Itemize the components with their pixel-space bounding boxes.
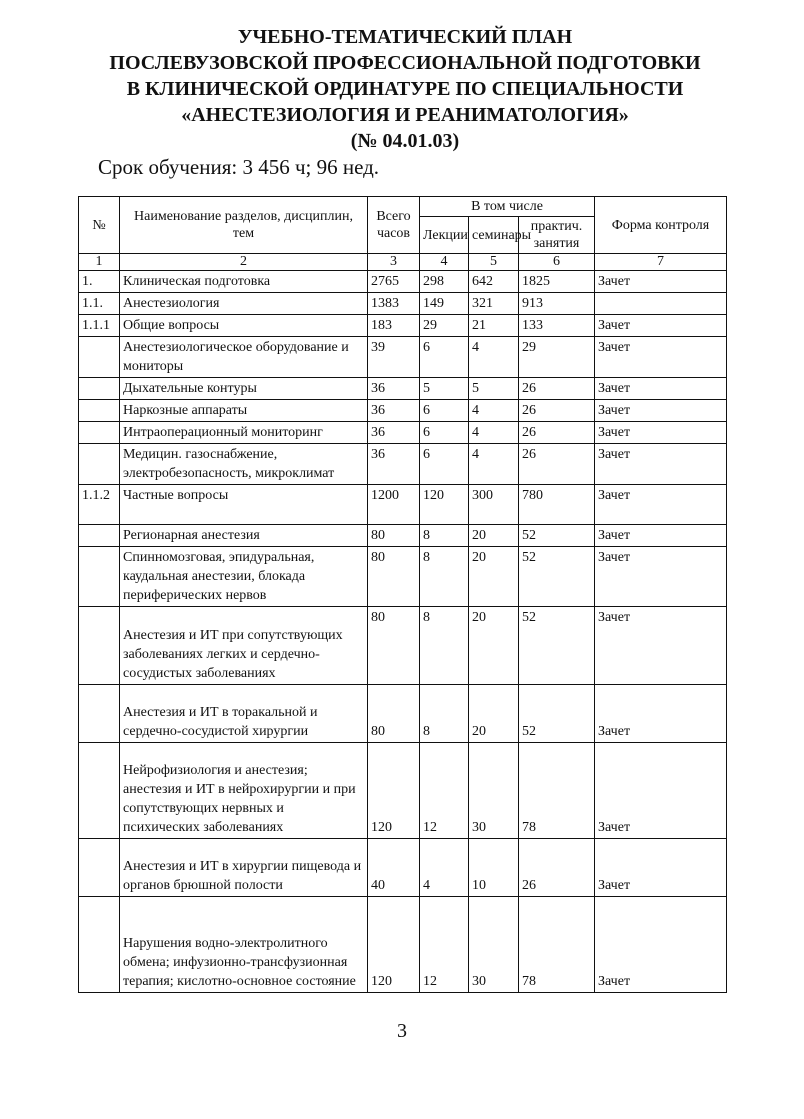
row-name: Нейрофизиология и анестезия; анестезия и ИТ в нейрохирургии и при сопутствующих нервных и психических заболеваниях	[120, 743, 368, 839]
column-number: 4	[420, 254, 469, 271]
table-row	[79, 422, 727, 444]
row-practical: 29	[519, 337, 595, 378]
header-name: Наименование разделов, дисциплин, тем	[120, 197, 368, 254]
row-seminars: 10	[469, 839, 519, 897]
header-lectures: Лекции	[420, 217, 469, 254]
document-title	[60, 24, 750, 154]
row-name: Анестезия и ИТ в хирургии пищевода и органов брюшной полости	[120, 839, 368, 897]
header-control: Форма контроля	[595, 197, 727, 254]
row-control: Зачет	[595, 685, 727, 743]
row-lectures: 8	[420, 547, 469, 607]
row-number	[79, 685, 120, 743]
row-number	[79, 422, 120, 444]
curriculum-table	[78, 196, 727, 993]
row-number	[79, 337, 120, 378]
header-total: Всего часов	[368, 197, 420, 254]
row-number	[79, 547, 120, 607]
table-row	[79, 897, 727, 993]
row-number: 1.1.2	[79, 485, 120, 525]
header-including: В том числе	[420, 197, 595, 217]
row-seminars: 21	[469, 315, 519, 337]
row-control: Зачет	[595, 485, 727, 525]
title-line: УЧЕБНО-ТЕМАТИЧЕСКИЙ ПЛАН	[237, 26, 573, 48]
row-seminars: 20	[469, 525, 519, 547]
row-name: Медицин. газоснабжение, электробезопасность, микроклимат	[120, 444, 368, 485]
row-total: 183	[368, 315, 420, 337]
row-total: 36	[368, 400, 420, 422]
table-row	[79, 444, 727, 485]
row-practical: 52	[519, 685, 595, 743]
row-seminars: 4	[469, 337, 519, 378]
row-lectures: 12	[420, 743, 469, 839]
column-number: 1	[79, 254, 120, 271]
row-seminars: 5	[469, 378, 519, 400]
header-practical: практич. занятия	[519, 217, 595, 254]
study-duration: Срок обучения: 3 456 ч; 96 нед.	[98, 155, 380, 179]
page-number: 3	[397, 1020, 407, 1042]
table-row	[79, 525, 727, 547]
row-total: 39	[368, 337, 420, 378]
row-seminars: 20	[469, 607, 519, 685]
row-control: Зачет	[595, 547, 727, 607]
row-number: 1.1.	[79, 293, 120, 315]
row-control: Зачет	[595, 337, 727, 378]
row-lectures: 5	[420, 378, 469, 400]
column-number: 5	[469, 254, 519, 271]
row-number	[79, 897, 120, 993]
row-practical: 78	[519, 743, 595, 839]
title-line: В КЛИНИЧЕСКОЙ ОРДИНАТУРЕ ПО СПЕЦИАЛЬНОСТИ	[126, 78, 684, 100]
row-lectures: 8	[420, 685, 469, 743]
row-lectures: 12	[420, 897, 469, 993]
row-control: Зачет	[595, 315, 727, 337]
row-seminars: 4	[469, 422, 519, 444]
row-lectures: 6	[420, 337, 469, 378]
table-row	[79, 400, 727, 422]
row-total: 40	[368, 839, 420, 897]
row-practical: 133	[519, 315, 595, 337]
row-control: Зачет	[595, 525, 727, 547]
row-lectures: 29	[420, 315, 469, 337]
row-name: Общие вопросы	[120, 315, 368, 337]
table-row	[79, 485, 727, 525]
row-practical: 52	[519, 607, 595, 685]
row-number: 1.1.1	[79, 315, 120, 337]
table-row	[79, 293, 727, 315]
row-lectures: 4	[420, 839, 469, 897]
table-row	[79, 839, 727, 897]
row-number	[79, 743, 120, 839]
row-lectures: 120	[420, 485, 469, 525]
row-total: 36	[368, 378, 420, 400]
row-total: 36	[368, 422, 420, 444]
table-row	[79, 685, 727, 743]
row-control: Зачет	[595, 422, 727, 444]
row-number	[79, 400, 120, 422]
row-seminars: 4	[469, 444, 519, 485]
row-lectures: 8	[420, 525, 469, 547]
row-name: Дыхательные контуры	[120, 378, 368, 400]
row-number	[79, 444, 120, 485]
row-total: 80	[368, 685, 420, 743]
title-line: ПОСЛЕВУЗОВСКОЙ ПРОФЕССИОНАЛЬНОЙ ПОДГОТОВКИ	[109, 52, 701, 74]
row-seminars: 300	[469, 485, 519, 525]
row-total: 1200	[368, 485, 420, 525]
row-practical: 26	[519, 444, 595, 485]
row-lectures: 6	[420, 444, 469, 485]
column-number: 7	[595, 254, 727, 271]
table-row	[79, 547, 727, 607]
table-row	[79, 607, 727, 685]
row-control: Зачет	[595, 444, 727, 485]
row-seminars: 321	[469, 293, 519, 315]
row-control: Зачет	[595, 897, 727, 993]
row-lectures: 149	[420, 293, 469, 315]
row-lectures: 6	[420, 400, 469, 422]
row-seminars: 4	[469, 400, 519, 422]
row-practical: 26	[519, 378, 595, 400]
row-seminars: 20	[469, 685, 519, 743]
row-number	[79, 378, 120, 400]
row-practical: 1825	[519, 271, 595, 293]
column-number: 6	[519, 254, 595, 271]
row-name: Анестезия и ИТ при сопутствующих заболеваниях легких и сердечно-сосудистых заболеваниях	[120, 607, 368, 685]
header-seminars: семинары	[469, 217, 519, 254]
row-practical: 26	[519, 422, 595, 444]
row-total: 2765	[368, 271, 420, 293]
row-lectures: 298	[420, 271, 469, 293]
row-total: 80	[368, 607, 420, 685]
row-number	[79, 839, 120, 897]
row-practical: 52	[519, 525, 595, 547]
row-name: Интраоперационный мониторинг	[120, 422, 368, 444]
row-control: Зачет	[595, 607, 727, 685]
row-practical: 26	[519, 400, 595, 422]
table-row	[79, 743, 727, 839]
title-line: (№ 04.01.03)	[350, 130, 460, 152]
row-seminars: 30	[469, 897, 519, 993]
table-row	[79, 315, 727, 337]
row-practical: 52	[519, 547, 595, 607]
row-practical: 78	[519, 897, 595, 993]
title-line: «АНЕСТЕЗИОЛОГИЯ И РЕАНИМАТОЛОГИЯ»	[181, 104, 629, 126]
row-practical: 780	[519, 485, 595, 525]
row-total: 1383	[368, 293, 420, 315]
row-total: 80	[368, 525, 420, 547]
row-number	[79, 607, 120, 685]
row-seminars: 30	[469, 743, 519, 839]
row-lectures: 6	[420, 422, 469, 444]
row-control: Зачет	[595, 839, 727, 897]
row-practical: 26	[519, 839, 595, 897]
row-practical: 913	[519, 293, 595, 315]
row-total: 120	[368, 743, 420, 839]
row-name: Клиническая подготовка	[120, 271, 368, 293]
row-control: Зачет	[595, 271, 727, 293]
row-control: Зачет	[595, 378, 727, 400]
row-number: 1.	[79, 271, 120, 293]
row-seminars: 20	[469, 547, 519, 607]
header-number: №	[79, 197, 120, 254]
table-row	[79, 337, 727, 378]
row-total: 80	[368, 547, 420, 607]
row-total: 36	[368, 444, 420, 485]
header-row	[79, 197, 727, 217]
row-name: Анестезиология	[120, 293, 368, 315]
row-number	[79, 525, 120, 547]
column-number: 3	[368, 254, 420, 271]
row-name: Наркозные аппараты	[120, 400, 368, 422]
row-name: Спинномозговая, эпидуральная, каудальная анестезии, блокада периферических нервов	[120, 547, 368, 607]
row-control: Зачет	[595, 400, 727, 422]
row-control	[595, 293, 727, 315]
row-name: Нарушения водно-электролитного обмена; инфузионно-трансфузионная терапия; кислотно-основное состояние	[120, 897, 368, 993]
row-name: Частные вопросы	[120, 485, 368, 525]
column-number-row	[79, 254, 727, 271]
row-name: Регионарная анестезия	[120, 525, 368, 547]
table-row	[79, 271, 727, 293]
row-name: Анестезиологическое оборудование и мониторы	[120, 337, 368, 378]
column-number: 2	[120, 254, 368, 271]
row-seminars: 642	[469, 271, 519, 293]
row-total: 120	[368, 897, 420, 993]
row-control: Зачет	[595, 743, 727, 839]
table-row	[79, 378, 727, 400]
row-lectures: 8	[420, 607, 469, 685]
row-name: Анестезия и ИТ в торакальной и сердечно-сосудистой хирургии	[120, 685, 368, 743]
